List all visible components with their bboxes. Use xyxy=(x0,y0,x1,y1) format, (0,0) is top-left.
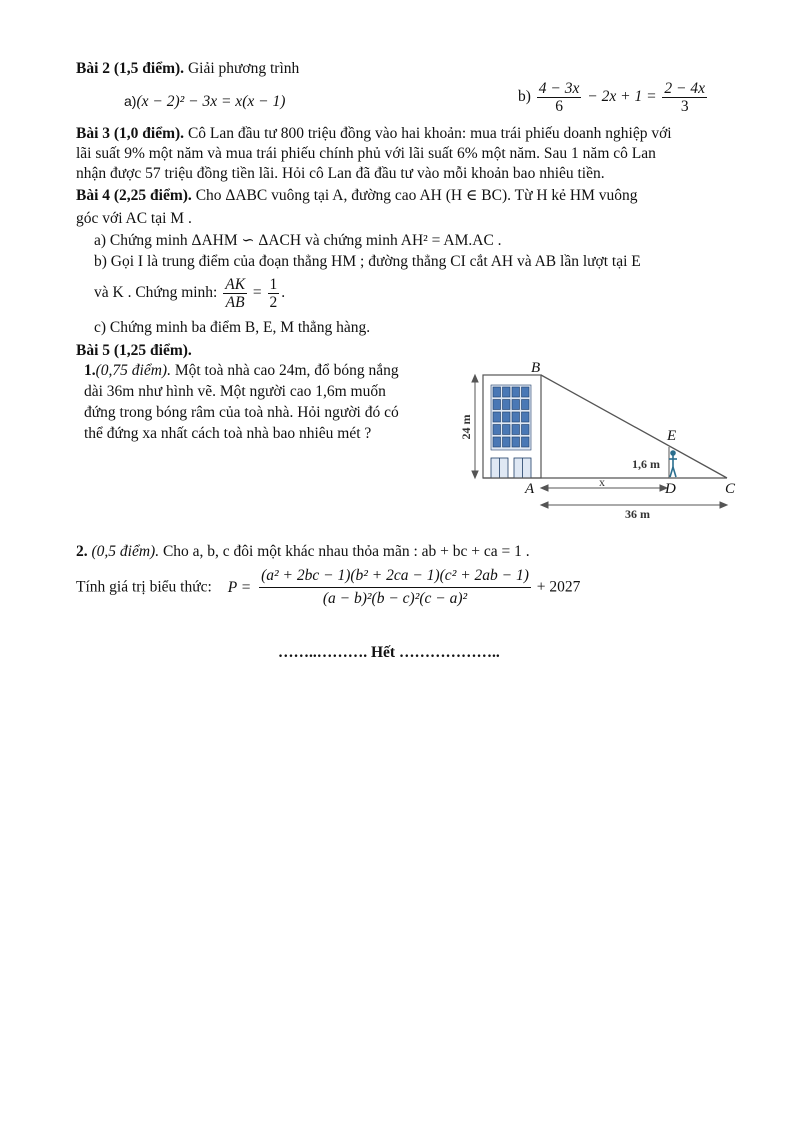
building-window xyxy=(512,412,520,422)
building-window xyxy=(512,425,520,435)
shadow-figure xyxy=(455,355,755,525)
bai5-P-label: P = xyxy=(227,578,252,596)
bai4-b1: b) Gọi I là trung điểm của đoạn thẳng HM ; đường thẳng CI cắt AH và AB lần lượt tại E xyxy=(94,253,641,270)
building-window xyxy=(512,387,520,397)
bai4-frac-half: $\frac{1}{2}$ xyxy=(269,276,278,311)
label-x: x xyxy=(599,475,605,489)
bai4-line2: góc với AC tại M . xyxy=(76,210,192,227)
bai3-line1: Bài 3 (1,0 điểm). Cô Lan đầu tư 800 triệu đồng vào hai khoản: mua trái phiếu doanh nghiệp với xyxy=(76,125,672,142)
bai5-p1-line3: đứng trong bóng râm của toà nhà. Hỏi người đó có xyxy=(84,404,399,421)
bai5-P-tail: + 2027 xyxy=(536,578,581,596)
bai4-c: c) Chứng minh ba điểm B, E, M thẳng hàng. xyxy=(94,319,371,336)
bai2-b-frac1: $\frac{4 - 3x}{6}$ xyxy=(538,80,580,115)
label-person-height: 1,6 m xyxy=(632,457,660,471)
bai5-p2-line1: 2. (0,5 điểm). Cho a, b, c đôi một khác nhau thỏa mãn : ab + bc + ca = 1 . xyxy=(76,543,530,560)
bai2-b xyxy=(518,80,709,115)
footer-end: ……..………. Hết ……………….. xyxy=(278,644,500,661)
building-window xyxy=(503,412,511,422)
bai2-b-frac2: $\frac{2 - 4x}{3}$ xyxy=(664,80,705,115)
building-window xyxy=(522,387,530,397)
label-height: 24 m xyxy=(459,414,473,440)
bai3-heading: Bài 3 (1,0 điểm). xyxy=(76,125,185,142)
building-windows xyxy=(491,385,531,450)
building-window xyxy=(493,400,501,410)
label-36m: 36 m xyxy=(625,507,650,521)
bai3-line3: nhận được 57 triệu đồng tiền lãi. Hỏi cô Lan đã đầu tư vào mỗi khoản bao nhiêu tiền. xyxy=(76,165,605,182)
bai3-line2: lãi suất 9% một năm và mua trái phiếu chính phủ với lãi suất 6% một năm. Sau 1 năm cô Lan xyxy=(76,145,656,162)
bai5-p2-expression xyxy=(76,565,580,610)
bai2-heading-line xyxy=(76,60,299,78)
bai2-heading: Bài 2 (1,5 điểm). xyxy=(76,60,185,77)
building-window xyxy=(503,387,511,397)
label-B: B xyxy=(531,360,541,376)
bai4-heading: Bài 4 (2,25 điểm). xyxy=(76,187,192,204)
bai2-a-label: a) xyxy=(124,93,137,109)
building-window xyxy=(503,400,511,410)
label-C: C xyxy=(725,481,736,497)
bai2-a-expr: (x − 2)² − 3x = x(x − 1) xyxy=(136,93,286,110)
building-window xyxy=(493,425,501,435)
building-window xyxy=(493,437,501,447)
label-E: E xyxy=(667,428,677,444)
building-window xyxy=(493,412,501,422)
bai4-line1: Bài 4 (2,25 điểm). Cho ΔABC vuông tại A, đường cao AH (H ∈ BC). Từ H kẻ HM vuông xyxy=(76,187,638,204)
bai5-P-fraction: $\frac{\text{(a² + 2bc − 1)(b² + 2ca − 1)(c² + 2ab − 1)}}{\text{(a − b)²(b − c)²(c − a)²}}$ xyxy=(261,567,529,607)
bai4-a: a) Chứng minh ΔAHM ∽ ΔACH và chứng minh AH² = AM.AC . xyxy=(94,232,502,249)
bai5-heading: Bài 5 (1,25 điểm). xyxy=(76,342,192,359)
building-window xyxy=(512,437,520,447)
building-window xyxy=(522,412,530,422)
bai2-text: Giải phương trình xyxy=(184,60,300,77)
bai4-frac-ak-ab: $\frac{AK}{AB}$ xyxy=(225,276,246,311)
label-A: A xyxy=(525,481,535,497)
building-window xyxy=(522,400,530,410)
bai2-a xyxy=(124,92,285,111)
building-window xyxy=(503,425,511,435)
building-window xyxy=(522,425,530,435)
building-window xyxy=(503,437,511,447)
bai2-b-mid: − 2x + 1 = xyxy=(587,88,657,106)
building-window xyxy=(493,387,501,397)
bai5-p1-line4: thể đứng xa nhất cách toà nhà bao nhiêu mét ? xyxy=(84,425,372,442)
bai5-p1-line2: dài 36m như hình vẽ. Một người cao 1,6m muốn xyxy=(84,383,386,400)
label-D: D xyxy=(665,481,676,497)
building-window xyxy=(512,400,520,410)
bai2-b-label: b) xyxy=(518,88,531,106)
bai5-p1-line1: 1.(0,75 điểm). Một toà nhà cao 24m, đổ bóng nắng xyxy=(84,362,399,379)
bai5-calc-label: Tính giá trị biểu thức: xyxy=(76,578,212,596)
person-icon xyxy=(669,451,677,477)
bai4-b2: và K . Chứng minh: $\frac{AK}{AB}$ = $\frac{1}{2}$ . xyxy=(94,276,286,311)
building-window xyxy=(522,437,530,447)
